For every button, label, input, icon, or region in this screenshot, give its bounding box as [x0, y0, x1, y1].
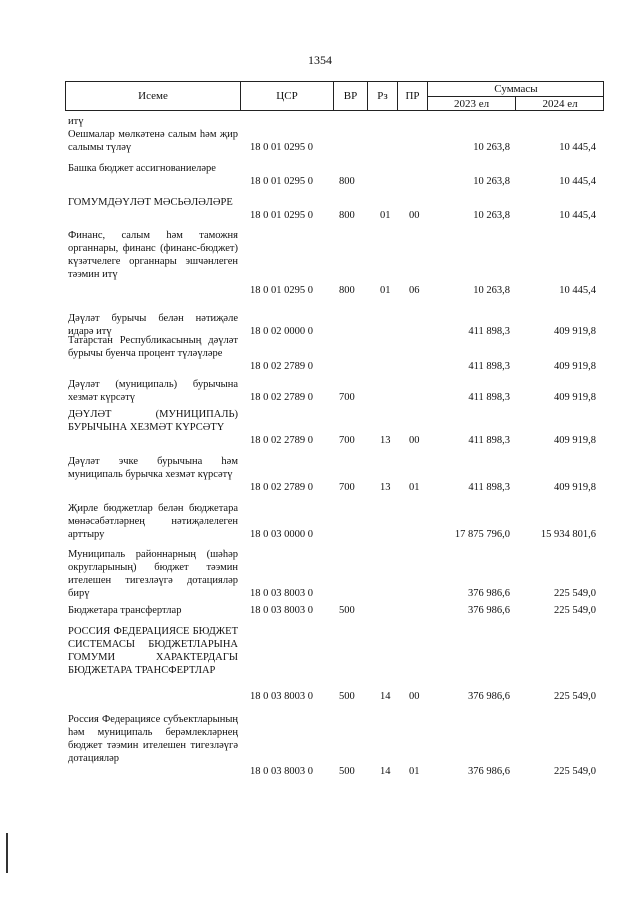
table-row: [68, 128, 600, 154]
row-sum-2023: 10 263,8: [473, 285, 510, 296]
row-rz: 14: [380, 766, 391, 777]
row-sum-2023: 10 263,8: [473, 142, 510, 153]
table-row: [68, 625, 600, 703]
row-name: РОССИЯ ФЕДЕРАЦИЯСЕ БЮДЖЕТ СИСТЕМАСЫ БЮДЖЕТЛАРЫНА ГОМУМИ ХАРАКТЕРДАГЫ БЮДЖЕТАРА ТРАНСФЕРТЛАР: [68, 626, 238, 676]
row-csr: 18 0 03 8003 0: [250, 766, 313, 777]
table-row: [68, 713, 600, 778]
row-csr: 18 0 03 8003 0: [250, 588, 313, 599]
row-vr: 500: [339, 691, 355, 702]
row-sum-2024: 409 919,8: [554, 326, 596, 337]
row-name: итү: [68, 116, 84, 127]
row-sum-2024: 15 934 801,6: [540, 529, 596, 540]
col-sums-header: Суммасы: [428, 82, 604, 97]
table-row: [68, 502, 600, 541]
row-sum-2024: 409 919,8: [554, 482, 596, 493]
row-sum-2023: 411 898,3: [468, 482, 510, 493]
row-sum-2023: 411 898,3: [468, 392, 510, 403]
row-sum-2024: 225 549,0: [554, 605, 596, 616]
row-vr: 800: [339, 285, 355, 296]
table-row: [68, 196, 600, 222]
row-sum-2024: 10 445,4: [559, 176, 596, 187]
scan-edge-mark: [6, 833, 8, 873]
row-name: Дәүләт (муниципаль) бурычына хезмәт күрсәтү: [68, 379, 238, 403]
table-row: [68, 604, 600, 617]
table-row: [68, 162, 600, 188]
table-row: [68, 408, 600, 447]
row-sum-2024: 225 549,0: [554, 588, 596, 599]
row-sum-2024: 10 445,4: [559, 142, 596, 153]
col-2023-header: 2023 ел: [428, 97, 516, 111]
row-csr: 18 0 01 0295 0: [250, 210, 313, 221]
row-pr: 06: [409, 285, 420, 296]
row-csr: 18 0 01 0295 0: [250, 285, 313, 296]
row-csr: 18 0 02 0000 0: [250, 326, 313, 337]
sums-header-group: [428, 82, 604, 110]
row-rz: 14: [380, 691, 391, 702]
col-csr-header: ЦСР: [241, 82, 334, 110]
row-sum-2023: 411 898,3: [468, 361, 510, 372]
table-row: [68, 548, 600, 600]
page-number: 1354: [308, 53, 332, 67]
row-pr: 00: [409, 691, 420, 702]
col-pr-header: ПР: [398, 82, 428, 110]
row-name: Муниципаль районнарның (шәһәр округларының) бюджет тәэмин ителешен тигезләүгә дотацияләр бирү: [68, 549, 238, 599]
row-csr: 18 0 02 2789 0: [250, 361, 313, 372]
row-rz: 13: [380, 482, 391, 493]
row-csr: 18 0 03 8003 0: [250, 605, 313, 616]
row-vr: 700: [339, 482, 355, 493]
row-name: Дәүләт бурычы белән нәтиҗәле идарә итү: [68, 313, 238, 337]
row-csr: 18 0 01 0295 0: [250, 176, 313, 187]
table-row: [68, 455, 600, 494]
col-vr-header: ВР: [334, 82, 368, 110]
row-name: ДӘҮЛӘТ (МУНИЦИПАЛЬ) БУРЫЧЫНА ХЕЗМӘТ КҮРСӘТҮ: [68, 409, 238, 433]
table-header: [65, 81, 604, 111]
row-name: Бюджетара трансфертлар: [68, 605, 182, 616]
row-sum-2023: 411 898,3: [468, 435, 510, 446]
row-rz: 01: [380, 285, 391, 296]
row-sum-2024: 10 445,4: [559, 285, 596, 296]
table-row: [68, 334, 600, 373]
row-vr: 700: [339, 392, 355, 403]
continuation-row: [68, 115, 600, 128]
row-sum-2024: 225 549,0: [554, 691, 596, 702]
row-sum-2023: 376 986,6: [468, 588, 510, 599]
row-sum-2024: 10 445,4: [559, 210, 596, 221]
table-row: [68, 229, 600, 297]
row-csr: 18 0 02 2789 0: [250, 392, 313, 403]
row-vr: 700: [339, 435, 355, 446]
row-rz: 01: [380, 210, 391, 221]
row-sum-2023: 17 875 796,0: [454, 529, 510, 540]
row-sum-2023: 376 986,6: [468, 766, 510, 777]
row-vr: 800: [339, 210, 355, 221]
row-sum-2023: 376 986,6: [468, 605, 510, 616]
row-pr: 00: [409, 210, 420, 221]
row-name: ГОМУМДӘҮЛӘТ МӘСЬӘЛӘЛӘРЕ: [68, 197, 233, 208]
row-rz: 13: [380, 435, 391, 446]
row-name: Җирле бюджетлар белән бюджетара мөнәсәбәтләрнең нәтиҗәлелеген арттыру: [68, 503, 238, 540]
row-sum-2023: 411 898,3: [468, 326, 510, 337]
row-name: Россия Федерациясе субъектларының һәм муниципаль берәмлекләрнең бюджет тәэмин ителешен тигезләүгә дотацияләр: [68, 714, 238, 764]
row-pr: 01: [409, 766, 420, 777]
row-sum-2024: 225 549,0: [554, 766, 596, 777]
row-sum-2023: 10 263,8: [473, 176, 510, 187]
row-sum-2023: 10 263,8: [473, 210, 510, 221]
row-csr: 18 0 03 8003 0: [250, 691, 313, 702]
row-csr: 18 0 03 0000 0: [250, 529, 313, 540]
col-rz-header: Рз: [368, 82, 398, 110]
row-sum-2024: 409 919,8: [554, 435, 596, 446]
row-sum-2024: 409 919,8: [554, 392, 596, 403]
row-sum-2024: 409 919,8: [554, 361, 596, 372]
col-2024-header: 2024 ел: [542, 98, 578, 110]
row-name: Башка бюджет ассигнованиеләре: [68, 163, 216, 174]
row-name: Финанс, салым һәм таможня органнары, финанс (финанс-бюджет) күзәтчелеге органнары эшчәнлеген тәэмин итү: [68, 230, 238, 280]
row-name: Татарстан Республикасының дәүләт бурычы буенча процент түләүләре: [68, 335, 238, 359]
row-csr: 18 0 02 2789 0: [250, 435, 313, 446]
row-vr: 500: [339, 605, 355, 616]
row-csr: 18 0 02 2789 0: [250, 482, 313, 493]
row-csr: 18 0 01 0295 0: [250, 142, 313, 153]
col-name-header: Исеме: [66, 82, 241, 110]
row-name: Оешмалар мөлкәтенә салым һәм җир салымы түләү: [68, 129, 238, 153]
row-pr: 01: [409, 482, 420, 493]
row-vr: 500: [339, 766, 355, 777]
row-name: Дәүләт эчке бурычына һәм муниципаль бурычка хезмәт күрсәтү: [68, 456, 238, 480]
row-vr: 800: [339, 176, 355, 187]
row-pr: 00: [409, 435, 420, 446]
row-sum-2023: 376 986,6: [468, 691, 510, 702]
table-row: [68, 378, 600, 404]
